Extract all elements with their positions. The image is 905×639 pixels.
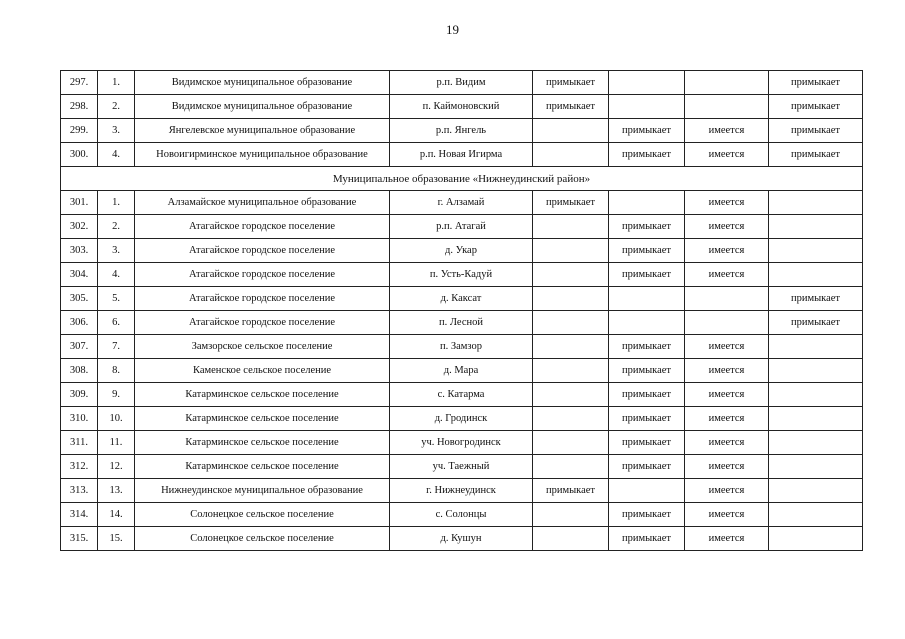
adjacency-cell-a: примыкает xyxy=(533,95,609,119)
table-row xyxy=(61,287,863,311)
table-row xyxy=(61,143,863,167)
municipality-cell: Катарминское сельское поселение xyxy=(135,383,390,407)
adjacency-cell-a xyxy=(533,407,609,431)
municipality-cell: Видимское муниципальное образование xyxy=(135,71,390,95)
availability-cell xyxy=(685,71,769,95)
availability-cell: имеется xyxy=(685,503,769,527)
row-number-cell: 303. xyxy=(61,239,98,263)
adjacency-cell-c xyxy=(769,383,863,407)
adjacency-cell-a xyxy=(533,215,609,239)
row-number-cell: 302. xyxy=(61,215,98,239)
table-row xyxy=(61,215,863,239)
availability-cell: имеется xyxy=(685,479,769,503)
availability-cell xyxy=(685,311,769,335)
row-number-cell: 312. xyxy=(61,455,98,479)
adjacency-cell-b: примыкает xyxy=(609,119,685,143)
availability-cell: имеется xyxy=(685,359,769,383)
adjacency-cell-a xyxy=(533,431,609,455)
table-row xyxy=(61,263,863,287)
adjacency-cell-c xyxy=(769,359,863,383)
sub-number-cell: 12. xyxy=(98,455,135,479)
municipality-cell: Каменское сельское поселение xyxy=(135,359,390,383)
adjacency-cell-a xyxy=(533,455,609,479)
settlement-cell: с. Солонцы xyxy=(390,503,533,527)
section-title: Муниципальное образование «Нижнеудинский район» xyxy=(61,167,863,191)
row-number-cell: 307. xyxy=(61,335,98,359)
table-row xyxy=(61,239,863,263)
row-number-cell: 315. xyxy=(61,527,98,551)
adjacency-cell-a xyxy=(533,527,609,551)
availability-cell: имеется xyxy=(685,143,769,167)
adjacency-cell-b xyxy=(609,287,685,311)
municipality-cell: Солонецкое сельское поселение xyxy=(135,527,390,551)
adjacency-cell-b xyxy=(609,311,685,335)
settlement-cell: уч. Таежный xyxy=(390,455,533,479)
table-row xyxy=(61,95,863,119)
settlement-cell: р.п. Видим xyxy=(390,71,533,95)
adjacency-cell-a xyxy=(533,311,609,335)
settlements-table xyxy=(60,70,863,551)
sub-number-cell: 9. xyxy=(98,383,135,407)
municipality-cell: Нижнеудинское муниципальное образование xyxy=(135,479,390,503)
adjacency-cell-a xyxy=(533,335,609,359)
page-number: 19 xyxy=(446,22,459,37)
settlement-cell: г. Нижнеудинск xyxy=(390,479,533,503)
availability-cell: имеется xyxy=(685,527,769,551)
adjacency-cell-b: примыкает xyxy=(609,383,685,407)
adjacency-cell-c xyxy=(769,191,863,215)
settlement-cell: г. Алзамай xyxy=(390,191,533,215)
adjacency-cell-c xyxy=(769,479,863,503)
sub-number-cell: 4. xyxy=(98,263,135,287)
sub-number-cell: 1. xyxy=(98,71,135,95)
table-row xyxy=(61,335,863,359)
adjacency-cell-a: примыкает xyxy=(533,191,609,215)
adjacency-cell-b: примыкает xyxy=(609,335,685,359)
table-body-upper xyxy=(61,71,863,167)
adjacency-cell-c xyxy=(769,335,863,359)
row-number-cell: 310. xyxy=(61,407,98,431)
adjacency-cell-a xyxy=(533,263,609,287)
adjacency-cell-b: примыкает xyxy=(609,239,685,263)
settlement-cell: д. Мара xyxy=(390,359,533,383)
adjacency-cell-c: примыкает xyxy=(769,119,863,143)
sub-number-cell: 11. xyxy=(98,431,135,455)
sub-number-cell: 3. xyxy=(98,119,135,143)
sub-number-cell: 2. xyxy=(98,95,135,119)
adjacency-cell-a xyxy=(533,143,609,167)
row-number-cell: 308. xyxy=(61,359,98,383)
municipality-cell: Катарминское сельское поселение xyxy=(135,455,390,479)
availability-cell: имеется xyxy=(685,455,769,479)
municipality-cell: Новоигирминское муниципальное образование xyxy=(135,143,390,167)
municipality-cell: Атагайское городское поселение xyxy=(135,311,390,335)
sub-number-cell: 15. xyxy=(98,527,135,551)
adjacency-cell-c: примыкает xyxy=(769,71,863,95)
sub-number-cell: 7. xyxy=(98,335,135,359)
municipality-cell: Атагайское городское поселение xyxy=(135,263,390,287)
table-row xyxy=(61,311,863,335)
settlement-cell: п. Замзор xyxy=(390,335,533,359)
adjacency-cell-a xyxy=(533,119,609,143)
settlement-cell: д. Кушун xyxy=(390,527,533,551)
availability-cell: имеется xyxy=(685,383,769,407)
adjacency-cell-b: примыкает xyxy=(609,503,685,527)
adjacency-cell-c xyxy=(769,239,863,263)
adjacency-cell-b: примыкает xyxy=(609,143,685,167)
sub-number-cell: 10. xyxy=(98,407,135,431)
adjacency-cell-c xyxy=(769,527,863,551)
settlement-cell: р.п. Янгель xyxy=(390,119,533,143)
table-row xyxy=(61,455,863,479)
municipality-cell: Солонецкое сельское поселение xyxy=(135,503,390,527)
municipality-cell: Замзорское сельское поселение xyxy=(135,335,390,359)
table-row xyxy=(61,71,863,95)
row-number-cell: 306. xyxy=(61,311,98,335)
adjacency-cell-b: примыкает xyxy=(609,263,685,287)
adjacency-cell-c xyxy=(769,407,863,431)
adjacency-cell-a xyxy=(533,287,609,311)
availability-cell: имеется xyxy=(685,335,769,359)
municipality-cell: Атагайское городское поселение xyxy=(135,239,390,263)
row-number-cell: 313. xyxy=(61,479,98,503)
row-number-cell: 304. xyxy=(61,263,98,287)
row-number-cell: 297. xyxy=(61,71,98,95)
adjacency-cell-c xyxy=(769,431,863,455)
availability-cell: имеется xyxy=(685,407,769,431)
municipality-cell: Катарминское сельское поселение xyxy=(135,407,390,431)
table-row xyxy=(61,479,863,503)
municipality-cell: Атагайское городское поселение xyxy=(135,215,390,239)
section-header-group xyxy=(61,167,863,191)
municipality-cell: Катарминское сельское поселение xyxy=(135,431,390,455)
settlement-cell: д. Каксат xyxy=(390,287,533,311)
municipality-cell: Атагайское городское поселение xyxy=(135,287,390,311)
row-number-cell: 298. xyxy=(61,95,98,119)
settlement-cell: с. Катарма xyxy=(390,383,533,407)
row-number-cell: 301. xyxy=(61,191,98,215)
adjacency-cell-b xyxy=(609,479,685,503)
adjacency-cell-a xyxy=(533,503,609,527)
settlement-cell: п. Каймоновский xyxy=(390,95,533,119)
municipality-cell: Видимское муниципальное образование xyxy=(135,95,390,119)
settlement-cell: д. Гродинск xyxy=(390,407,533,431)
municipality-cell: Янгелевское муниципальное образование xyxy=(135,119,390,143)
table-row xyxy=(61,383,863,407)
sub-number-cell: 13. xyxy=(98,479,135,503)
adjacency-cell-b: примыкает xyxy=(609,215,685,239)
row-number-cell: 309. xyxy=(61,383,98,407)
table-row xyxy=(61,407,863,431)
adjacency-cell-a xyxy=(533,239,609,263)
sub-number-cell: 4. xyxy=(98,143,135,167)
row-number-cell: 314. xyxy=(61,503,98,527)
table-row xyxy=(61,119,863,143)
table-row xyxy=(61,191,863,215)
adjacency-cell-c xyxy=(769,455,863,479)
sub-number-cell: 5. xyxy=(98,287,135,311)
adjacency-cell-a xyxy=(533,359,609,383)
table-row xyxy=(61,527,863,551)
settlement-cell: р.п. Новая Игирма xyxy=(390,143,533,167)
adjacency-cell-c xyxy=(769,503,863,527)
availability-cell: имеется xyxy=(685,263,769,287)
sub-number-cell: 2. xyxy=(98,215,135,239)
adjacency-cell-b: примыкает xyxy=(609,431,685,455)
table-row xyxy=(61,503,863,527)
adjacency-cell-b: примыкает xyxy=(609,407,685,431)
adjacency-cell-a: примыкает xyxy=(533,479,609,503)
sub-number-cell: 3. xyxy=(98,239,135,263)
adjacency-cell-c: примыкает xyxy=(769,95,863,119)
row-number-cell: 311. xyxy=(61,431,98,455)
availability-cell: имеется xyxy=(685,191,769,215)
adjacency-cell-c: примыкает xyxy=(769,311,863,335)
availability-cell: имеется xyxy=(685,239,769,263)
adjacency-cell-b: примыкает xyxy=(609,455,685,479)
availability-cell xyxy=(685,95,769,119)
sub-number-cell: 14. xyxy=(98,503,135,527)
availability-cell xyxy=(685,287,769,311)
table-body-lower xyxy=(61,191,863,551)
settlement-cell: п. Лесной xyxy=(390,311,533,335)
adjacency-cell-b: примыкает xyxy=(609,359,685,383)
adjacency-cell-c xyxy=(769,263,863,287)
adjacency-cell-b xyxy=(609,191,685,215)
adjacency-cell-b xyxy=(609,71,685,95)
row-number-cell: 299. xyxy=(61,119,98,143)
adjacency-cell-c: примыкает xyxy=(769,287,863,311)
adjacency-cell-a xyxy=(533,383,609,407)
adjacency-cell-c: примыкает xyxy=(769,143,863,167)
sub-number-cell: 6. xyxy=(98,311,135,335)
sub-number-cell: 1. xyxy=(98,191,135,215)
sub-number-cell: 8. xyxy=(98,359,135,383)
table-row xyxy=(61,431,863,455)
settlement-cell: п. Усть-Кадуй xyxy=(390,263,533,287)
adjacency-cell-b: примыкает xyxy=(609,527,685,551)
adjacency-cell-b xyxy=(609,95,685,119)
adjacency-cell-c xyxy=(769,215,863,239)
row-number-cell: 300. xyxy=(61,143,98,167)
section-header-row xyxy=(61,167,863,191)
row-number-cell: 305. xyxy=(61,287,98,311)
municipality-cell: Алзамайское муниципальное образование xyxy=(135,191,390,215)
table-row xyxy=(61,359,863,383)
settlement-cell: уч. Новогродинск xyxy=(390,431,533,455)
settlement-cell: р.п. Атагай xyxy=(390,215,533,239)
availability-cell: имеется xyxy=(685,431,769,455)
settlement-cell: д. Укар xyxy=(390,239,533,263)
availability-cell: имеется xyxy=(685,215,769,239)
adjacency-cell-a: примыкает xyxy=(533,71,609,95)
availability-cell: имеется xyxy=(685,119,769,143)
